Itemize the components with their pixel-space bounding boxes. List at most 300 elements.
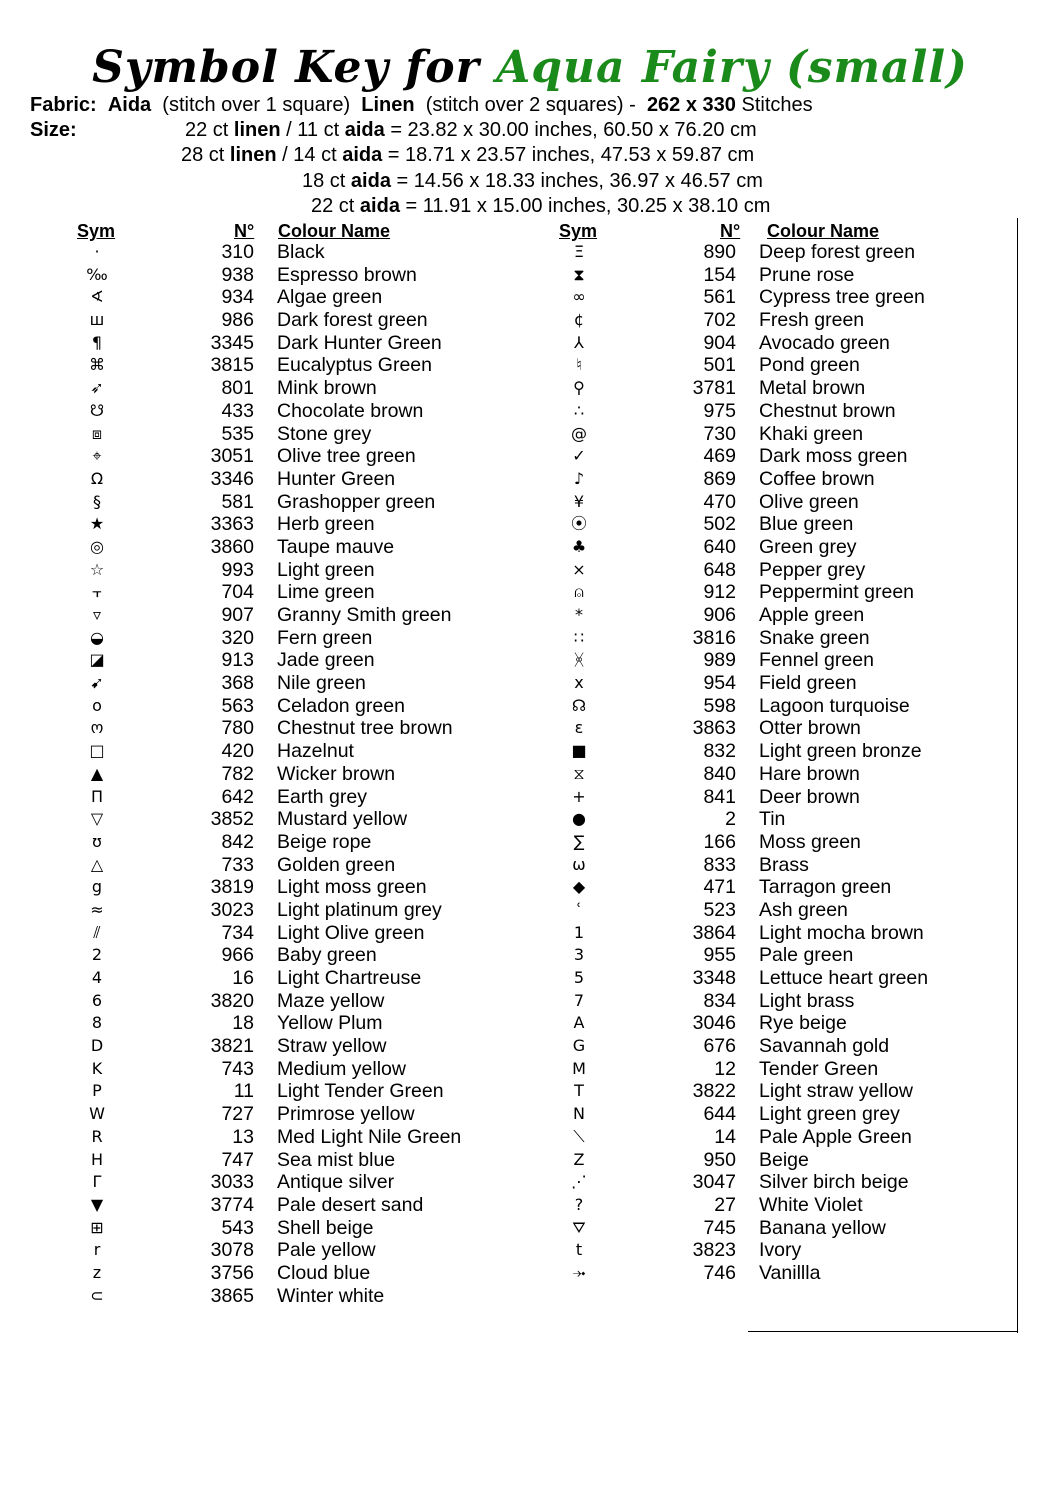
thread-number: 733 (221, 853, 254, 876)
colour-name: Brass (759, 853, 809, 876)
thread-number: 801 (221, 377, 254, 400)
thread-number: 3864 (692, 921, 736, 944)
symbol: § (93, 491, 101, 511)
thread-number: 782 (221, 762, 254, 785)
colour-name: Maze yellow (277, 989, 385, 1012)
colour-name: Pond green (759, 354, 860, 377)
colour-name: Blue green (759, 513, 854, 536)
fabric-line (30, 93, 813, 118)
symbol: ⧗ (573, 264, 585, 284)
colour-name: Fern green (277, 626, 373, 649)
key-row (559, 786, 1039, 809)
key-row (77, 763, 557, 786)
symbol: 1 (573, 922, 585, 942)
symbol: ⫽ (93, 922, 101, 942)
colour-name: Pepper grey (759, 558, 866, 581)
thread-number: 12 (714, 1057, 736, 1080)
key-row (559, 695, 1039, 718)
symbol: ⌖ (92, 446, 102, 466)
thread-number: 743 (221, 1057, 254, 1080)
key-row (559, 763, 1039, 786)
colour-name: Mink brown (277, 377, 377, 400)
symbol: + (572, 786, 586, 806)
colour-name: Otter brown (759, 717, 861, 740)
thread-number: 154 (703, 263, 736, 286)
thread-number: 3345 (210, 331, 254, 354)
key-row (559, 400, 1039, 423)
symbol: ◆ (572, 877, 586, 897)
key-row (77, 1171, 557, 1194)
header-sym-right: Sym (559, 221, 598, 241)
key-row (559, 264, 1039, 287)
symbol: 2 (91, 945, 103, 965)
colour-name: Granny Smith green (277, 604, 452, 626)
colour-name: Shell beige (277, 1216, 374, 1239)
thread-number: 470 (703, 490, 736, 513)
symbol: ▽ (90, 809, 104, 829)
colour-name: Silver birch beige (759, 1171, 909, 1194)
key-row (77, 377, 557, 400)
thread-number: 832 (703, 740, 736, 763)
thread-number: 535 (221, 422, 254, 445)
thread-number: 676 (703, 1035, 736, 1058)
symbol: ¶ (91, 332, 103, 352)
thread-number: 502 (703, 513, 736, 536)
header-num-right: N° (720, 221, 741, 241)
key-row (559, 332, 1039, 355)
symbol: * (575, 605, 583, 624)
key-row (77, 468, 557, 491)
thread-number: 840 (703, 762, 736, 785)
key-row (559, 536, 1039, 559)
colour-name: Beige rope (277, 830, 372, 853)
thread-number: 704 (221, 581, 254, 604)
thread-number: 3756 (210, 1261, 254, 1284)
thread-number: 745 (703, 1216, 736, 1239)
symbol: ● (572, 809, 586, 829)
symbol: ➹ (90, 673, 104, 693)
colour-name: Eucalyptus Green (277, 354, 433, 377)
key-row (559, 808, 1039, 831)
symbol: K (91, 1058, 103, 1078)
symbol: ω (572, 854, 586, 874)
thread-number: 581 (221, 490, 254, 513)
thread-number: 3033 (210, 1171, 254, 1194)
key-row (77, 1080, 557, 1103)
symbol: z (92, 1262, 102, 1282)
thread-number: 975 (703, 399, 736, 422)
symbol: Ω (90, 468, 104, 488)
colour-name: White Violet (759, 1193, 863, 1216)
colour-name: Light green bronze (759, 740, 922, 763)
thread-number: 640 (703, 535, 736, 558)
thread-number: 644 (703, 1103, 736, 1126)
page-title (0, 38, 1060, 98)
left-key-column (77, 241, 557, 1307)
key-row (77, 695, 557, 718)
key-row (77, 581, 557, 604)
thread-number: 16 (232, 967, 254, 989)
symbol: ∑ (573, 831, 585, 851)
key-row (77, 967, 557, 990)
size-label: Size: (30, 119, 77, 141)
key-row (559, 309, 1039, 332)
colour-name: Rye beige (759, 1012, 847, 1035)
key-row (559, 423, 1039, 446)
colour-name: Dark moss green (759, 445, 908, 468)
symbol: 8 (91, 1013, 103, 1033)
thread-number: 3046 (692, 1012, 736, 1035)
symbol: ⧈ (91, 423, 103, 443)
symbol: ☊ (571, 695, 587, 715)
symbol: ⤞ (572, 1262, 586, 1282)
key-row (77, 1217, 557, 1240)
header-num-left: N° (234, 221, 255, 241)
key-row (77, 1194, 557, 1217)
key-row (559, 1262, 1039, 1285)
key-row (77, 423, 557, 446)
size-line-4: 22 ct aida = 11.91 x 15.00 inches, 30.25 x 38.10 cm (311, 195, 771, 217)
colour-name: Sea mist blue (277, 1148, 396, 1171)
colour-name: Pale Apple Green (759, 1125, 912, 1148)
key-row (559, 854, 1039, 877)
symbol: g (91, 877, 103, 897)
thread-number: 3822 (692, 1080, 736, 1103)
key-row (559, 1103, 1039, 1126)
fabric-aida-note: (stitch over 1 square) (162, 94, 351, 116)
colour-name: Tarragon green (759, 876, 892, 899)
size-line-3: 18 ct aida = 14.56 x 18.33 inches, 36.97 x 46.57 cm (302, 170, 763, 192)
thread-number: 3023 (210, 898, 254, 921)
colour-name: Yellow Plum (277, 1012, 383, 1035)
symbol: ★ (89, 514, 105, 534)
symbol: ⦿ (570, 514, 587, 534)
symbol: ⚲ (573, 378, 585, 398)
key-row (559, 1126, 1039, 1149)
colour-name: Primrose yellow (277, 1103, 415, 1126)
key-row (77, 990, 557, 1013)
key-row (559, 1239, 1039, 1262)
colour-name: Chestnut tree brown (277, 717, 453, 740)
pattern-name: Aqua Fairy (small) (496, 42, 968, 93)
colour-name: Pale yellow (277, 1239, 376, 1262)
colour-name: Hare brown (759, 762, 860, 785)
right-border-line (1017, 218, 1018, 1333)
symbol: · (94, 242, 100, 261)
colour-name: Vanillla (759, 1261, 821, 1284)
colour-name: Khaki green (759, 422, 864, 445)
symbol: ✓ (572, 446, 586, 466)
thread-number: 543 (221, 1216, 254, 1239)
key-row (77, 1058, 557, 1081)
symbol: M (572, 1058, 586, 1078)
symbol: ᚸ (574, 650, 584, 670)
key-row (77, 808, 557, 831)
key-row (77, 1103, 557, 1126)
thread-number: 906 (703, 604, 736, 626)
key-row (77, 513, 557, 536)
thread-number: 598 (703, 694, 736, 717)
key-row (77, 854, 557, 877)
thread-number: 934 (221, 286, 254, 309)
thread-number: 730 (703, 422, 736, 445)
symbol: ⍝ (574, 582, 584, 602)
colour-name: Ash green (759, 898, 848, 921)
key-row (77, 876, 557, 899)
key-row (559, 559, 1039, 582)
thread-number: 13 (232, 1125, 254, 1148)
thread-number: 841 (703, 785, 736, 808)
key-row (559, 944, 1039, 967)
thread-number: 913 (221, 649, 254, 672)
symbol: @ (571, 423, 587, 443)
thread-number: 14 (714, 1125, 736, 1148)
symbol: ⫟ (92, 582, 102, 602)
key-row (559, 1035, 1039, 1058)
key-row (559, 1171, 1039, 1194)
thread-number: 955 (703, 944, 736, 967)
colour-name: Savannah gold (759, 1035, 890, 1058)
symbol: ⊞ (90, 1217, 104, 1237)
symbol: D (90, 1036, 104, 1056)
thread-number: 3865 (210, 1284, 254, 1307)
key-row (559, 1194, 1039, 1217)
colour-name: Beige (759, 1148, 809, 1171)
key-row (559, 604, 1039, 627)
key-row (559, 491, 1039, 514)
colour-name: Med Light Nile Green (277, 1125, 462, 1148)
colour-name: Green grey (759, 535, 857, 558)
symbol: P (92, 1081, 102, 1101)
symbol: ¢ (573, 310, 585, 330)
symbol: ♣ (571, 536, 587, 556)
colour-name: Dark forest green (277, 309, 428, 332)
symbol: ¥ (573, 491, 585, 511)
symbol: ? (574, 1194, 584, 1214)
bottom-border-line (748, 1331, 1018, 1332)
thread-number: 747 (221, 1148, 254, 1171)
symbol: ♪ (573, 468, 585, 488)
symbol: ▲ (90, 763, 104, 783)
symbol: ‰ (86, 264, 108, 284)
key-row (77, 1239, 557, 1262)
colour-name: Winter white (277, 1284, 385, 1307)
key-row (559, 513, 1039, 536)
colour-name: Snake green (759, 626, 870, 649)
key-row (559, 468, 1039, 491)
symbol: A (573, 1013, 585, 1033)
symbol: ▿ (92, 605, 102, 624)
size-line-1: 22 ct linen / 11 ct aida = 23.82 x 30.00 inches, 60.50 x 76.20 cm (185, 119, 757, 141)
symbol: ♮ (576, 355, 582, 375)
colour-name: Hunter Green (277, 467, 396, 490)
colour-name: Fresh green (759, 309, 865, 332)
colour-name: Wicker brown (277, 762, 396, 785)
thread-number: 471 (703, 876, 736, 899)
colour-name: Light Chartreuse (277, 967, 422, 989)
colour-name: Black (277, 241, 325, 263)
key-row (559, 876, 1039, 899)
key-row (77, 309, 557, 332)
symbol: Ξ (573, 242, 585, 261)
thread-number: 3820 (210, 989, 254, 1012)
colour-name: Fennel green (759, 649, 874, 672)
header-name-right: Colour Name (767, 221, 880, 241)
key-row (559, 1149, 1039, 1172)
key-row (559, 581, 1039, 604)
thread-number: 469 (703, 445, 736, 468)
key-row (559, 1012, 1039, 1035)
symbol: ⨯ (572, 559, 586, 579)
colour-name: Celadon green (277, 694, 405, 717)
colour-name: Metal brown (759, 377, 866, 400)
thread-number: 3823 (692, 1239, 736, 1262)
thread-number: 3863 (692, 717, 736, 740)
symbol: R (91, 1126, 103, 1146)
thread-number: 3774 (210, 1193, 254, 1216)
colour-name: Prune rose (759, 263, 855, 286)
symbol: r (93, 1240, 101, 1260)
key-row (77, 354, 557, 377)
colour-name: Chocolate brown (277, 399, 424, 422)
thread-number: 904 (703, 331, 736, 354)
colour-name: Tin (759, 808, 786, 831)
thread-number: 3051 (210, 445, 254, 468)
colour-name: Medium yellow (277, 1057, 406, 1080)
symbol: ≈ (90, 899, 104, 919)
thread-number: 27 (714, 1193, 736, 1216)
key-row (559, 1058, 1039, 1081)
thread-number: 433 (221, 399, 254, 422)
colour-name: Taupe mauve (277, 535, 395, 558)
symbol: 7 (573, 990, 585, 1010)
key-row (559, 740, 1039, 763)
colour-name: Straw yellow (277, 1035, 387, 1058)
thread-number: 648 (703, 558, 736, 581)
thread-number: 563 (221, 694, 254, 717)
thread-number: 993 (221, 558, 254, 581)
colour-name: Ivory (759, 1239, 802, 1262)
thread-number: 966 (221, 944, 254, 967)
key-row (77, 831, 557, 854)
symbol: ʊ (92, 831, 102, 851)
thread-number: 3860 (210, 535, 254, 558)
colour-name: Baby green (277, 944, 377, 967)
key-row (559, 377, 1039, 400)
colour-name: Chestnut brown (759, 399, 896, 422)
key-row (77, 445, 557, 468)
colour-name: Earth grey (277, 785, 367, 808)
symbol: ◪ (89, 650, 105, 670)
thread-number: 834 (703, 989, 736, 1012)
symbol: ო (90, 718, 104, 738)
thread-number: 2 (725, 808, 736, 831)
thread-number: 420 (221, 740, 254, 763)
colour-name: Light moss green (277, 876, 427, 899)
key-row (77, 717, 557, 740)
symbol: ∞ (572, 287, 586, 307)
symbol: t (575, 1240, 583, 1260)
thread-number: 912 (703, 581, 736, 604)
colour-name: Light Tender Green (277, 1080, 444, 1103)
key-row (77, 627, 557, 650)
symbol: N (573, 1104, 585, 1124)
thread-number: 842 (221, 830, 254, 853)
thread-number: 501 (703, 354, 736, 377)
colour-name: Field green (759, 672, 857, 695)
symbol: ◎ (90, 536, 104, 556)
colour-name: Olive green (759, 490, 859, 513)
symbol: ε (574, 718, 584, 738)
colour-name: Nile green (277, 672, 366, 695)
key-row (559, 1217, 1039, 1240)
symbol: ■ (571, 741, 587, 761)
thread-number: 954 (703, 672, 736, 695)
key-row (559, 286, 1039, 309)
thread-number: 907 (221, 604, 254, 626)
thread-number: 3815 (210, 354, 254, 377)
symbol: T (574, 1081, 584, 1101)
colour-name: Avocado green (759, 331, 890, 354)
symbol: 5 (573, 968, 585, 987)
colour-name: Espresso brown (277, 263, 417, 286)
symbol: ▼ (90, 1194, 104, 1214)
key-row (77, 740, 557, 763)
symbol: 4 (91, 968, 103, 987)
thread-number: 310 (221, 241, 254, 263)
symbol: ⅄ (574, 332, 584, 352)
thread-number: 869 (703, 467, 736, 490)
colour-name: Olive tree green (277, 445, 416, 468)
key-row (77, 649, 557, 672)
symbol: o (92, 695, 102, 715)
colour-name: Algae green (277, 286, 383, 309)
colour-name: Apple green (759, 604, 865, 626)
symbol: x (574, 673, 584, 693)
key-row (77, 1262, 557, 1285)
key-row (77, 286, 557, 309)
symbol: Γ (92, 1172, 102, 1192)
thread-number: 166 (703, 830, 736, 853)
colour-name: Jade green (277, 649, 375, 672)
key-row (77, 491, 557, 514)
fabric-linen-note: (stitch over 2 squares) - (425, 94, 636, 116)
thread-number: 3852 (210, 808, 254, 831)
colour-name: Banana yellow (759, 1216, 886, 1239)
colour-name: Deep forest green (759, 241, 916, 263)
thread-number: 3348 (692, 967, 736, 989)
colour-name: Lagoon turquoise (759, 694, 910, 717)
thread-number: 523 (703, 898, 736, 921)
header-sym-left: Sym (77, 221, 116, 241)
header-name-left: Colour Name (278, 221, 391, 241)
thread-number: 3363 (210, 513, 254, 536)
title-prefix: Symbol Key for (92, 42, 480, 93)
symbol: ∷ (573, 627, 585, 647)
key-row (77, 264, 557, 287)
symbol: П (90, 786, 104, 806)
symbol: □ (89, 741, 105, 761)
key-row (77, 1012, 557, 1035)
fabric-linen: Linen (361, 94, 415, 116)
symbol: ⊂ (90, 1285, 104, 1305)
size-line-2: 28 ct linen / 14 ct aida = 18.71 x 23.57 inches, 47.53 x 59.87 cm (181, 144, 755, 166)
thread-number: 746 (703, 1261, 736, 1284)
key-row (77, 786, 557, 809)
thread-number: 780 (221, 717, 254, 740)
key-row (77, 241, 557, 264)
key-row (559, 445, 1039, 468)
